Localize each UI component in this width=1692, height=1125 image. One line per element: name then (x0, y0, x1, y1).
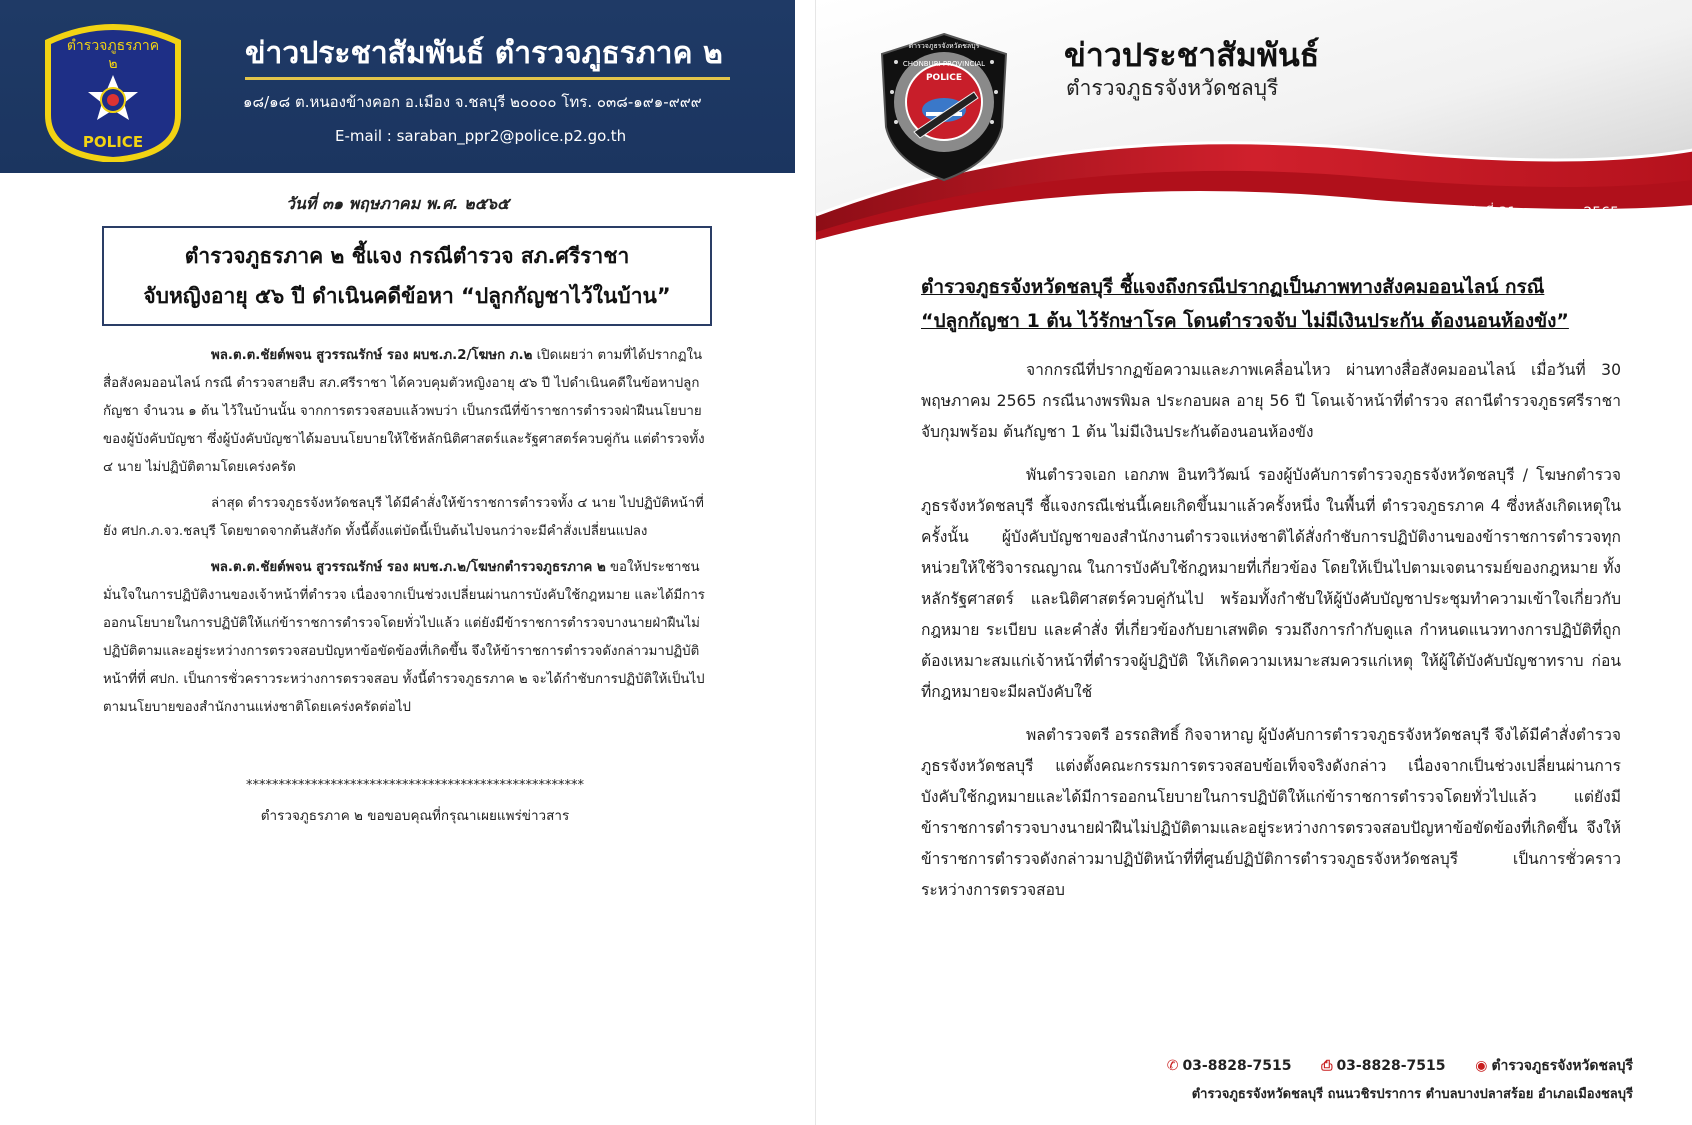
right-header-subtitle: ตำรวจภูธรจังหวัดชลบุรี (1066, 76, 1279, 100)
badge-police-text: POLICE (82, 133, 144, 151)
left-paragraph-bold: พล.ต.ต.ชัยต์พจน สูวรรณรักษ์ รอง ผบช.ภ.2/โฆษก ภ.๒ (211, 348, 533, 363)
right-date: ประจำวันที่ 31พฤษภาคม 2565 (1427, 205, 1619, 221)
left-paragraph-text: ล่าสุด ตำรวจภูธรจังหวัดชลบุรี ได้มีคำสั่งให้ข้าราชการตำรวจทั้ง ๔ นาย ไปปฏิบัติหน้าที่ยัง ศปก.ภ.จว.ชลบุรี โดยขาดจากต้นสังกัด ทั้งนี้ตั้งแต่บัดนี้เป็นต้นไปจนกว่าจะมีคำสั่งเปลี่ยนแปลง (103, 496, 704, 539)
left-date: วันที่ ๓๑ พฤษภาคม พ.ศ. ๒๕๖๕ (285, 194, 510, 213)
left-separator: **************************************************** (246, 778, 584, 793)
left-paragraph (103, 490, 715, 546)
left-paragraph (103, 554, 715, 722)
phone-icon: ✆ (1166, 1058, 1179, 1074)
page-divider (795, 0, 815, 1125)
left-paragraph-text: เปิดเผยว่า ตามที่ได้ปรากฏในสื่อสังคมออนไลน์ กรณี ตำรวจสายสืบ สภ.ศรีราชา ได้ควบคุมตัวหญิงอายุ ๕๖ ปี ไปดำเนินคดีในข้อหาปลูกกัญชา จำนวน ๑ ต้น ไว้ในบ้านนั้น จากการตรวจสอบแล้วพบว่า เป็นกรณีที่ข้าราชการตำรวจฝ่าฝืนนโยบายของผู้บังคับบัญชา ซึ่งผู้บังคับบัญชาได้มอบนโยบายให้ใช้หลักนิติศาสตร์และรัฐศาสตร์ควบคู่กัน แต่ตำรวจทั้ง ๔ นาย ไม่ปฏิบัติตามโดยเคร่งครัด (103, 348, 705, 475)
right-footer (1167, 1055, 1633, 1104)
right-paragraph: พันตำรวจเอก เอกภพ อินทวิวัฒน์ รองผู้บังคับการตำรวจภูธรจังหวัดชลบุรี / โฆษกตำรวจภูธรจังหวัดชลบุรี ชี้แจงกรณีเช่นนี้เคยเกิดขึ้นมาแล้วครั้งหนึ่ง ในพื้นที่ ตำรวจภูธรภาค 4 ซึ่งหลังเกิดเหตุในครั้งนั้น ผู้บังคับบัญชาของสำนักงานตำรวจแห่งชาติได้สั่งกำชับการปฏิบัติงานของข้าราชการตำรวจทุกหน่วยให้ใช้วิจารณญาณ ในการบังคับใช้กฎหมายที่เกี่ยวข้อง โดยให้เป็นไปตามเจตนารมย์ของกฎหมาย ทั้งหลักรัฐศาสตร์ และนิติศาสตร์ควบคู่กันไป พร้อมทั้งกำชับให้ผู้บังคับบัญชาประชุมทำความเข้าใจเกี่ยวกับกฎหมาย ระเบียบ และคำสั่ง ที่เกี่ยวข้องกับยาเสพติด รวมถึงการกำกับดูแล กำหนดแนวทางการปฏิบัติที่ถูกต้องเหมาะสมแก่เจ้าหน้าที่ตำรวจผู้ปฏิบัติ ให้เกิดความเหมาะสมควรแก่เหตุ ให้ผู้ใต้บังคับบัญชาทราบ ก่อนที่กฎหมายจะมีผลบังคับใช้ (921, 466, 1621, 701)
fax-number: 03-8828-7515 (1336, 1058, 1446, 1074)
left-headline-box (102, 226, 712, 326)
right-body (921, 355, 1621, 918)
right-contacts (1167, 1055, 1633, 1077)
logo-ring-text-en: CHONBURI PROVINCIAL (902, 60, 986, 68)
left-press-release (0, 0, 795, 1125)
right-paragraph: จากกรณีที่ปรากฏข้อความและภาพเคลื่อนไหว ผ่านทางสื่อสังคมออนไลน์ เมื่อวันที่ 30 พฤษภาคม 2565 กรณีนางพรพิมล ประกอบผล อายุ 56 ปี โดนเจ้าหน้าที่ตำรวจ สถานีตำรวจภูธรศรีราชา จับกุมพร้อม ต้นกัญชา 1 ต้น ไม่มีเงินประกันต้องนอนห้องขัง (921, 361, 1621, 441)
logo-ring-text-th: ตำรวจภูธรจังหวัดชลบุรี (908, 42, 980, 50)
chonburi-police-logo (874, 32, 1014, 182)
logo-ring-text-en2: POLICE (925, 73, 963, 83)
badge-top-text: ตำรวจภูธรภาค (66, 38, 160, 54)
right-header-title: ข่าวประชาสัมพันธ์ (1064, 36, 1320, 74)
left-header-banner (0, 0, 795, 173)
left-paragraph-text: ขอให้ประชาชนมั่นใจในการปฏิบัติงานของเจ้าหน้าที่ตำรวจ เนื่องจากเป็นช่วงเปลี่ยนผ่านการบังคับใช้กฎหมาย และได้มีการออกนโยบายในการปฏิบัติให้แก่ข้าราชการตำรวจโดยทั่วไปแล้ว แต่ยังมีข้าราชการตำรวจบางนายฝ่าฝืนไม่ปฏิบัติตามและอยู่ระหว่างการตรวจสอบปัญหาข้อขัดข้องที่เกิดขึ้น จึงให้ข้าราชการตำรวจดังกล่าวมาปฏิบัติหน้าที่ที่ ศปก. เป็นการชั่วคราวระหว่างการตรวจสอบ ทั้งนี้ตำรวจภูธรภาค ๒ จะได้กำชับการปฏิบัติให้เป็นไปตามนโยบายของสำนักงานแห่งชาติโดยเคร่งครัดต่อไป (103, 560, 705, 715)
fax-icon: ⎙ (1321, 1058, 1333, 1074)
facebook-icon: ◉ (1475, 1058, 1488, 1074)
left-body (103, 342, 715, 730)
left-header-email: E-mail : saraban_ppr2@police.p2.go.th (335, 127, 627, 145)
right-headline (921, 270, 1621, 338)
left-paragraph (103, 342, 715, 482)
right-footer-address: ตำรวจภูธรจังหวัดชลบุรี ถนนวชิรปราการ ตำบลบางปลาสร้อย อำเภอเมืองชลบุรี (1191, 1087, 1633, 1102)
badge-number: ๒ (108, 56, 118, 72)
right-headline-line-1: ตำรวจภูธรจังหวัดชลบุรี ชี้แจงถึงกรณีปรากฏเป็นภาพทางสังคมออนไลน์ กรณี (921, 276, 1545, 298)
left-title-underline (245, 77, 730, 80)
facebook-page: ตำรวจภูธรจังหวัดชลบุรี (1491, 1058, 1633, 1074)
left-headline-line-2: จับหญิงอายุ ๕๖ ปี ดำเนินคดีข้อหา “ปลูกกัญชาไว้ในบ้าน” (143, 284, 671, 308)
right-headline-line-2: “ปลูกกัญชา 1 ต้น ไว้รักษาโรค โดนตำรวจจับ ไม่มีเงินประกัน ต้องนอนห้องขัง” (921, 310, 1569, 332)
left-headline-line-1: ตำรวจภูธรภาค ๒ ชี้แจง กรณีตำรวจ สภ.ศรีราชา (184, 244, 630, 268)
left-header-address: ๑๘/๑๘ ต.หนองข้างคอก อ.เมือง จ.ชลบุรี ๒๐๐๐๐ โทร. ๐๓๘-๑๙๑-๙๙๙ (243, 93, 702, 111)
phone-number: 03-8828-7515 (1182, 1058, 1292, 1074)
right-press-release (815, 0, 1692, 1125)
police-region-badge (38, 20, 188, 162)
left-paragraph-bold: พล.ต.ต.ชัยต์พจน สูวรรณรักษ์ รอง ผบช.ภ.๒/โฆษกตำรวจภูธรภาค ๒ (211, 560, 606, 575)
left-thanks: ตำรวจภูธรภาค ๒ ขอขอบคุณที่กรุณาเผยแพร่ข่าวสาร (260, 808, 570, 824)
right-paragraph: พลตำรวจตรี อรรถสิทธิ์ กิจจาหาญ ผู้บังคับการตำรวจภูธรจังหวัดชลบุรี จึงได้มีคำสั่งตำรวจภูธรจังหวัดชลบุรี แต่งตั้งคณะกรรมการตรวจสอบข้อเท็จจริงดังกล่าว เนื่องจากเป็นช่วงเปลี่ยนผ่านการบังคับใช้กฎหมายและได้มีการออกนโยบายในการปฏิบัติให้แก่ข้าราชการตำรวจโดยทั่วไปแล้ว แต่ยังมีข้าราชการตำรวจบางนายฝ่าฝืนไม่ปฏิบัติตามและอยู่ระหว่างการตรวจสอบปัญหาข้อขัดข้องที่เกิดขึ้น จึงให้ข้าราชการตำรวจดังกล่าวมาปฏิบัติหน้าที่ที่ศูนย์ปฏิบัติการตำรวจภูธรจังหวัดชลบุรี เป็นการชั่วคราวระหว่างการตรวจสอบ (921, 726, 1621, 899)
left-header-title: ข่าวประชาสัมพันธ์ ตำรวจภูธรภาค ๒ (245, 36, 723, 71)
